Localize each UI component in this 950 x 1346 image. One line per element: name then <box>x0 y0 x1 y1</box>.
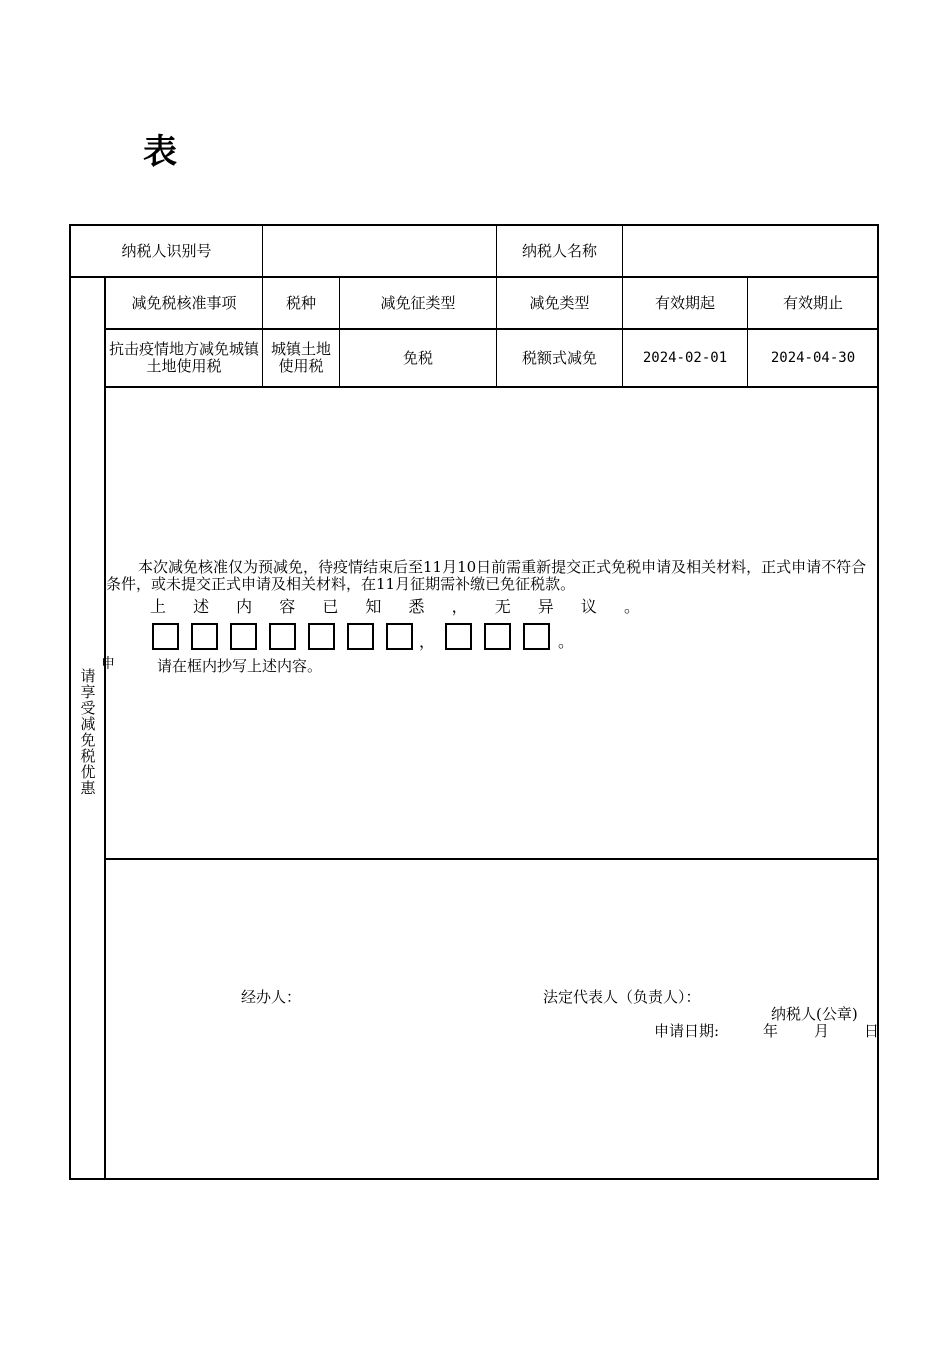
table-cell: 抗击疫情地方减免城镇土地使用税 <box>108 340 259 375</box>
copy-box[interactable] <box>308 623 335 650</box>
apply-date-label: 申请日期: <box>654 1022 720 1040</box>
copy-box[interactable] <box>230 623 257 650</box>
taxpayer-name-label: 纳税人名称 <box>521 241 597 260</box>
table-cell: 2024-04-30 <box>770 349 856 366</box>
acknowledgement-text: 上 述 内 容 已 知 悉 ， 无 异 议 。 <box>150 597 651 616</box>
copy-box[interactable] <box>445 623 472 650</box>
taxpayer-id-label: 纳税人识别号 <box>121 241 212 260</box>
date-month: 月 <box>814 1022 830 1040</box>
copy-box[interactable] <box>523 623 550 650</box>
column-header: 税种 <box>285 293 316 312</box>
table-cell: 城镇土地使用税 <box>270 340 331 375</box>
column-header: 有效期止 <box>782 293 843 312</box>
row-divider <box>104 386 879 388</box>
column-header: 减免征类型 <box>380 293 456 312</box>
column-header: 减免类型 <box>529 293 590 312</box>
copy-box[interactable] <box>152 623 179 650</box>
copy-boxes <box>152 620 574 650</box>
date-day: 日 <box>864 1022 880 1040</box>
table-cell: 免税 <box>402 348 433 367</box>
copy-box[interactable] <box>484 623 511 650</box>
table-cell: 2024-02-01 <box>642 349 728 366</box>
row-divider <box>104 858 879 860</box>
page-title: 表 <box>143 132 177 172</box>
taxpayer-seal-label: 纳税人(公章) <box>771 1005 858 1023</box>
date-year: 年 <box>763 1022 779 1040</box>
notice-text: 本次减免核准仅为预减免，待疫情结束后至11月10日前需重新提交正式免税申请及相关材料，正式申请不符合条件，或未提交正式申请及相关材料，在11月征期需补缴已免征税款。 <box>106 558 867 593</box>
column-header: 有效期起 <box>654 293 715 312</box>
taxpayer-name-field[interactable] <box>623 226 878 276</box>
copy-hint: 请在框内抄写上述内容。 <box>157 657 323 675</box>
copy-box[interactable] <box>347 623 374 650</box>
copy-box[interactable] <box>269 623 296 650</box>
legal-rep-label: 法定代表人（负责人）： <box>543 988 701 1006</box>
handler-label: 经办人： <box>241 988 302 1006</box>
taxpayer-id-field[interactable] <box>263 226 496 276</box>
shen-char: 申 <box>101 656 115 672</box>
copy-end-mark: 。 <box>558 632 575 651</box>
table-cell: 税额式减免 <box>521 348 597 367</box>
column-divider <box>104 276 106 1180</box>
copy-separator: ， <box>419 632 436 651</box>
side-label: 请享受减免税优惠 <box>78 668 97 796</box>
column-header: 减免税核准事项 <box>131 293 237 312</box>
copy-box[interactable] <box>191 623 218 650</box>
copy-box[interactable] <box>386 623 413 650</box>
